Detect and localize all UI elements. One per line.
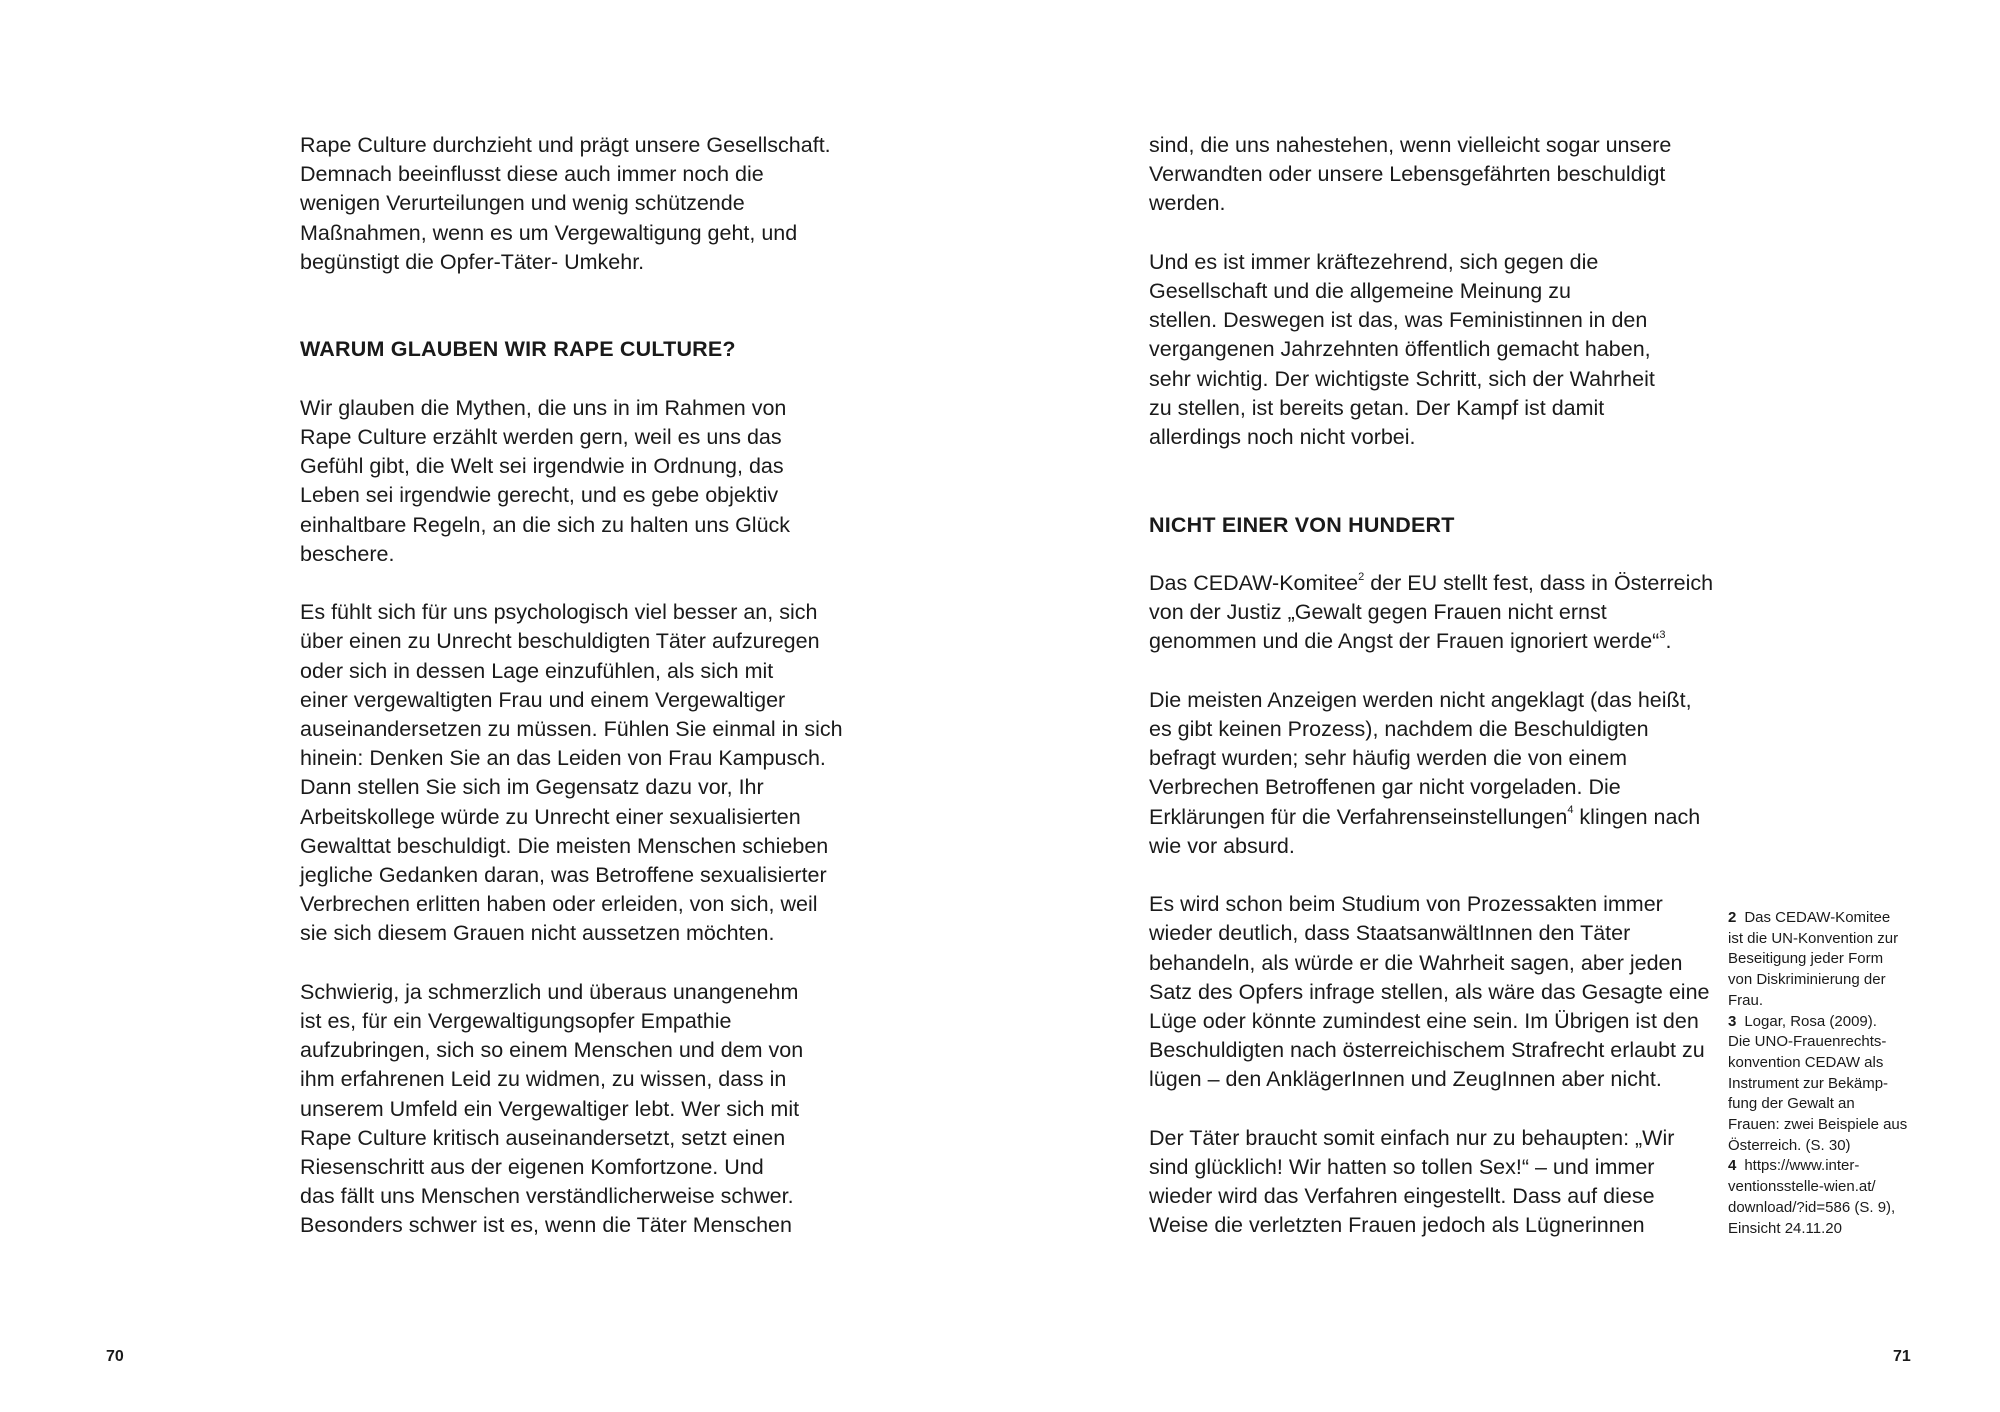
text-line: Rape Culture erzählt werden gern, weil es uns das [300, 425, 782, 449]
text-line: Und es ist immer kräftezehrend, sich gegen die [1149, 249, 1599, 274]
paragraph [1149, 890, 1719, 1094]
text-line: ist es, für ein Vergewaltigungsopfer Empathie [300, 1009, 732, 1034]
text-run: Das CEDAW-Komitee [1149, 571, 1359, 595]
footnote-line: Einsicht 24.11.20 [1728, 1219, 1842, 1237]
text-run: genommen und die Angst der Frauen ignoriert werde“ [1149, 629, 1660, 654]
text-line: Rape Culture durchzieht und prägt unsere Gesellschaft. [300, 133, 831, 157]
text-run: der EU stellt fest, dass in Österreich [1364, 571, 1714, 595]
text-line: beschere. [300, 541, 395, 566]
text-line: Gewalttat beschuldigt. Die meisten Menschen schieben [300, 833, 829, 858]
footnote-line: Österreich. (S. 30) [1728, 1136, 1851, 1154]
text-line: befragt wurden; sehr häufig werden die von einem [1149, 746, 1628, 771]
text-line: Maßnahmen, wenn es um Vergewaltigung geht, und [300, 220, 798, 245]
text-run: klingen nach [1573, 804, 1701, 829]
section-heading: NICHT EINER VON HUNDERT [1149, 512, 1455, 537]
text-line: Arbeitskollege würde zu Unrecht einer sexualisierten [300, 804, 801, 829]
text-line: von der Justiz „Gewalt gegen Frauen nicht ernst [1149, 600, 1607, 625]
text-run: Erklärungen für die Verfahrenseinstellungen [1149, 804, 1568, 829]
paragraph [1149, 569, 1719, 657]
text-line: einhaltbare Regeln, an die sich zu halten uns Glück [300, 512, 791, 537]
text-line: Der Täter braucht somit einfach nur zu behaupten: „Wir [1149, 1125, 1675, 1150]
right-text-column [1149, 131, 1719, 1270]
paragraph [1149, 1124, 1719, 1241]
text-line [1149, 803, 1719, 832]
footnotes [1728, 908, 1928, 1239]
paragraph [300, 394, 870, 569]
footnote-line: ist die UN-Konvention zur [1728, 929, 1899, 947]
text-line: über einen zu Unrecht beschuldigten Täter aufzuregen [300, 629, 820, 654]
text-line: behandeln, als würde er die Wahrheit sagen, aber jeden [1149, 950, 1683, 975]
text-line: wieder deutlich, dass StaatsanwältInnen den Täter [1149, 921, 1631, 946]
footnote-ref[interactable]: 4 [1567, 804, 1574, 817]
footnote-4 [1728, 1156, 1928, 1177]
footnote-number: 4 [1728, 1157, 1737, 1175]
text-line: Rape Culture kritisch auseinandersetzt, setzt einen [300, 1125, 786, 1150]
footnote-text: Logar, Rosa (2009). [1744, 1012, 1877, 1030]
text-line: oder sich in dessen Lage einzufühlen, als sich mit [300, 658, 774, 683]
text-line: Verbrechen Betroffenen gar nicht vorgeladen. Die [1149, 775, 1621, 800]
text-line: aufzubringen, sich so einem Menschen und dem von [300, 1038, 804, 1063]
text-line: sind, die uns nahestehen, wenn vielleicht sogar unsere [1149, 133, 1672, 157]
text-line: ihm erfahrenen Leid zu widmen, zu wissen, dass in [300, 1067, 787, 1092]
paragraph [1149, 248, 1719, 452]
text-line: allerdings noch nicht vorbei. [1149, 425, 1416, 450]
text-line: Die meisten Anzeigen werden nicht angeklagt (das heißt, [1149, 687, 1692, 712]
footnote-ref[interactable]: 2 [1358, 570, 1365, 583]
text-line: Es fühlt sich für uns psychologisch viel besser an, sich [300, 600, 818, 625]
text-line: Beschuldigten nach österreichischem Strafrecht erlaubt zu [1149, 1038, 1705, 1063]
text-line: Satz des Opfers infrage stellen, als wäre das Gesagte eine [1149, 979, 1710, 1004]
text-line: zu stellen, ist bereits getan. Der Kampf ist damit [1149, 395, 1605, 420]
footnote-link[interactable]: https://www.inter- [1744, 1157, 1860, 1175]
text-line: Besonders schwer ist es, wenn die Täter Menschen [300, 1213, 792, 1238]
text-line: einer vergewaltigten Frau und einem Vergewaltiger [300, 687, 786, 712]
footnote-number: 2 [1728, 909, 1737, 926]
paragraph [1149, 686, 1719, 861]
text-line: vergangenen Jahrzehnten öffentlich gemacht haben, [1149, 337, 1651, 362]
text-run: . [1665, 629, 1672, 654]
paragraph [300, 978, 870, 1241]
right-page [1000, 0, 2000, 1412]
footnote-text: Das CEDAW-Komitee [1744, 909, 1891, 926]
footnote-link-line[interactable]: download/?id=586 (S. 9), [1728, 1198, 1896, 1216]
page-number: 70 [106, 1348, 124, 1365]
text-line: es gibt keinen Prozess), nachdem die Beschuldigten [1149, 717, 1649, 741]
text-line: Weise die verletzten Frauen jedoch als Lügnerinnen [1149, 1213, 1645, 1238]
text-line: sie sich diesem Grauen nicht aussetzen möchten. [300, 921, 775, 946]
footnote-line: fung der Gewalt an [1728, 1095, 1855, 1113]
text-line: werden. [1149, 191, 1226, 216]
text-line: Lüge oder könnte zumindest eine sein. Im Übrigen ist den [1149, 1009, 1699, 1034]
footnote-line: Frauen: zwei Beispiele aus [1728, 1116, 1908, 1134]
footnote-link-line[interactable]: ventionsstelle-wien.at/ [1728, 1178, 1876, 1196]
text-line: Leben sei irgendwie gerecht, und es gebe objektiv [300, 483, 779, 508]
footnote-ref[interactable]: 3 [1659, 629, 1666, 642]
text-line: Gefühl gibt, die Welt sei irgendwie in Ordnung, das [300, 454, 784, 479]
footnote-line: konvention CEDAW als [1728, 1053, 1884, 1071]
text-line: wieder wird das Verfahren eingestellt. Dass auf diese [1149, 1184, 1655, 1209]
footnote-2 [1728, 908, 1928, 929]
page-number: 71 [1893, 1348, 1911, 1365]
text-line: hinein: Denken Sie an das Leiden von Frau Kampusch. [300, 746, 826, 771]
text-line: begünstigt die Opfer-Täter- Umkehr. [300, 249, 645, 274]
footnote-line: von Diskriminierung der [1728, 971, 1886, 989]
footnote-line: Frau. [1728, 991, 1764, 1009]
text-line [1149, 569, 1719, 598]
text-line: wie vor absurd. [1149, 833, 1295, 858]
footnote-line: Beseitigung jeder Form [1728, 950, 1884, 968]
paragraph [300, 598, 870, 948]
text-line [1149, 627, 1719, 656]
text-line: sehr wichtig. Der wichtigste Schritt, sich der Wahrheit [1149, 366, 1655, 391]
text-line: Schwierig, ja schmerzlich und überaus unangenehm [300, 979, 799, 1004]
text-line: stellen. Deswegen ist das, was Feministinnen in den [1149, 308, 1648, 333]
text-line: das fällt uns Menschen verständlicherweise schwer. [300, 1184, 794, 1209]
left-text-column [300, 131, 870, 1270]
footnote-3 [1728, 1012, 1928, 1033]
paragraph [1149, 131, 1719, 219]
footnote-line: Die UNO-Frauenrechts- [1728, 1033, 1887, 1051]
text-line: Riesenschritt aus der eigenen Komfortzone. Und [300, 1155, 764, 1180]
text-line: Dann stellen Sie sich im Gegensatz dazu vor, Ihr [300, 775, 764, 800]
text-line: lügen – den AnklägerInnen und ZeugInnen aber nicht. [1149, 1067, 1662, 1092]
text-line: jegliche Gedanken daran, was Betroffene sexualisierter [300, 863, 827, 888]
text-line: auseinandersetzen zu müssen. Fühlen Sie einmal in sich [300, 717, 843, 742]
footnote-line: Instrument zur Bekämp- [1728, 1074, 1889, 1092]
text-line: Verbrechen erlitten haben oder erleiden, von sich, weil [300, 892, 818, 917]
text-line: Verwandten oder unsere Lebensgefährten beschuldigt [1149, 162, 1666, 187]
text-line: Gesellschaft und die allgemeine Meinung zu [1149, 279, 1571, 303]
text-line: Es wird schon beim Studium von Prozessakten immer [1149, 892, 1663, 917]
section-heading: WARUM GLAUBEN WIR RAPE CULTURE? [300, 337, 736, 362]
text-line: sind glücklich! Wir hatten so tollen Sex!“ – und immer [1149, 1155, 1655, 1180]
text-line: unserem Umfeld ein Vergewaltiger lebt. Wer sich mit [300, 1096, 800, 1121]
footnote-number: 3 [1728, 1012, 1737, 1030]
text-line: wenigen Verurteilungen und wenig schützende [300, 191, 745, 216]
paragraph [300, 131, 870, 277]
text-line: Wir glauben die Mythen, die uns in im Rahmen von [300, 395, 787, 420]
text-line: Demnach beeinflusst diese auch immer noch die [300, 162, 764, 187]
